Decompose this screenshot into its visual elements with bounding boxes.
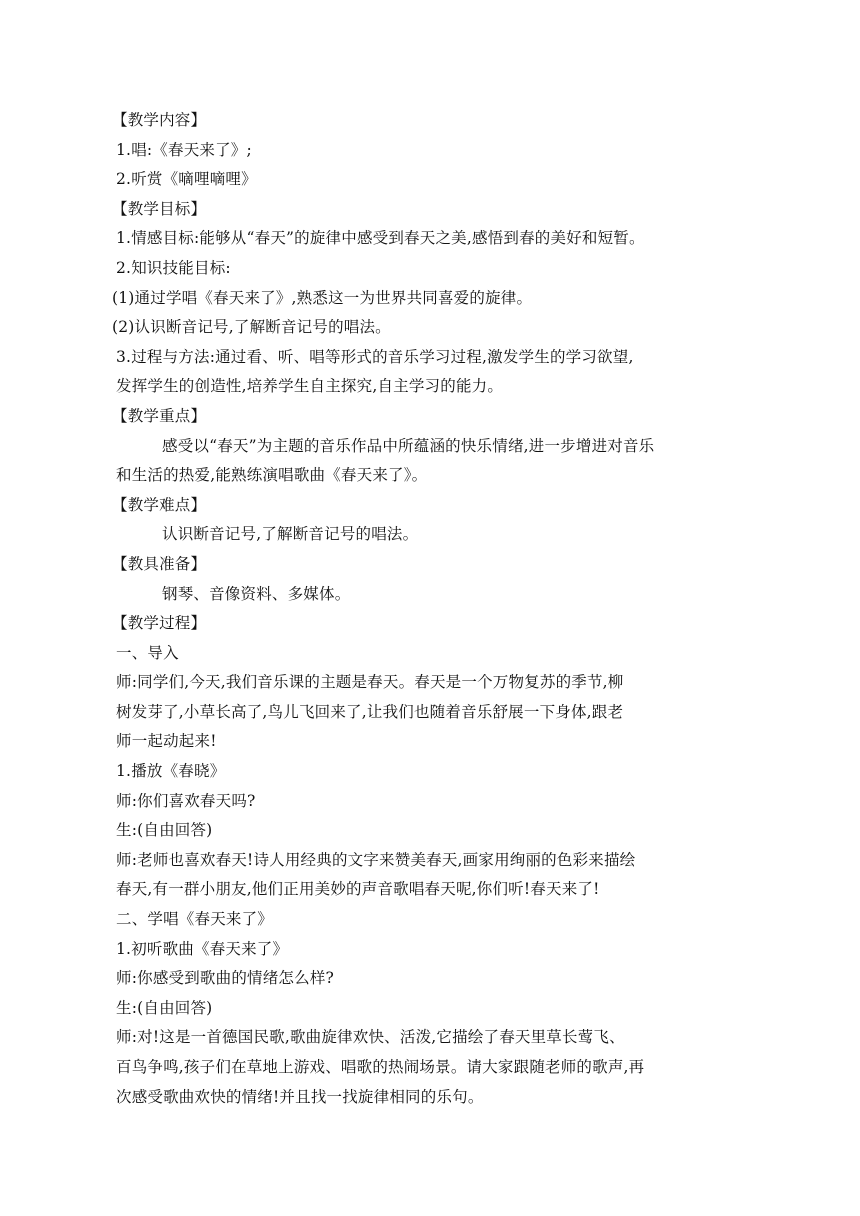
section-heading: 【教学重点】 (112, 406, 207, 425)
text-line: 1.情感目标:能够从“春天”的旋律中感受到春天之美,感悟到春的美好和短暂。 (116, 229, 645, 248)
text-line: 发挥学生的创造性,培养学生自主探究,自主学习的能力。 (116, 377, 504, 396)
section-heading: 【教具准备】 (112, 554, 207, 573)
text-line: 1.初听歌曲《春天来了》 (116, 939, 289, 958)
text-line: 2.听赏《嘀哩嘀哩》 (116, 170, 257, 189)
text-line: 师:对!这是一首德国民歌,歌曲旋律欢快、活泼,它描绘了春天里草长莺飞、 (116, 1028, 625, 1047)
text-line: 和生活的热爱,能熟练演唱歌曲《春天来了》。 (116, 466, 428, 485)
text-line: 钢琴、音像资料、多媒体。 (162, 584, 351, 603)
text-line: 师一起动起来! (116, 732, 217, 751)
text-line: 生:(自由回答) (116, 998, 213, 1017)
section-heading: 【教学目标】 (112, 199, 207, 218)
text-line: 2.知识技能目标: (116, 258, 231, 277)
text-line: (1)通过学唱《春天来了》,熟悉这一为世界共同喜爱的旋律。 (112, 288, 533, 307)
text-line: 二、学唱《春天来了》 (116, 910, 274, 929)
text-line: 师:老师也喜欢春天!诗人用经典的文字来赞美春天,画家用绚丽的色彩来描绘 (116, 850, 636, 869)
text-line: 一、导入 (116, 643, 179, 662)
text-line: 树发芽了,小草长高了,鸟儿飞回来了,让我们也随着音乐舒展一下身体,跟老 (116, 702, 624, 721)
text-line: 师:你们喜欢春天吗? (116, 791, 256, 810)
text-line: (2)认识断音记号,了解断音记号的唱法。 (112, 318, 391, 337)
text-line: 师:同学们,今天,我们音乐课的主题是春天。春天是一个万物复苏的季节,柳 (116, 673, 624, 692)
text-line: 感受以“春天”为主题的音乐作品中所蕴涵的快乐情绪,进一步增进对音乐 (162, 436, 655, 455)
text-line: 认识断音记号,了解断音记号的唱法。 (162, 525, 419, 544)
section-heading: 【教学过程】 (112, 614, 207, 633)
text-line: 百鸟争鸣,孩子们在草地上游戏、唱歌的热闹场景。请大家跟随老师的歌声,再 (116, 1058, 645, 1076)
section-heading: 【教学内容】 (112, 111, 207, 129)
text-line: 次感受歌曲欢快的情绪!并且找一找旋律相同的乐句。 (116, 1087, 484, 1106)
text-line: 1.播放《春晓》 (116, 762, 226, 781)
text-line: 师:你感受到歌曲的情绪怎么样? (116, 969, 335, 988)
document-page (112, 106, 746, 1112)
text-line: 春天,有一群小朋友,他们正用美妙的声音歌唱春天呢,你们听!春天来了! (116, 880, 600, 899)
text-line: 生:(自由回答) (116, 821, 213, 840)
text-line: 3.过程与方法:通过看、听、唱等形式的音乐学习过程,激发学生的学习欲望, (116, 347, 634, 366)
text-line: 1.唱:《春天来了》; (116, 140, 252, 159)
section-heading: 【教学难点】 (112, 495, 207, 514)
